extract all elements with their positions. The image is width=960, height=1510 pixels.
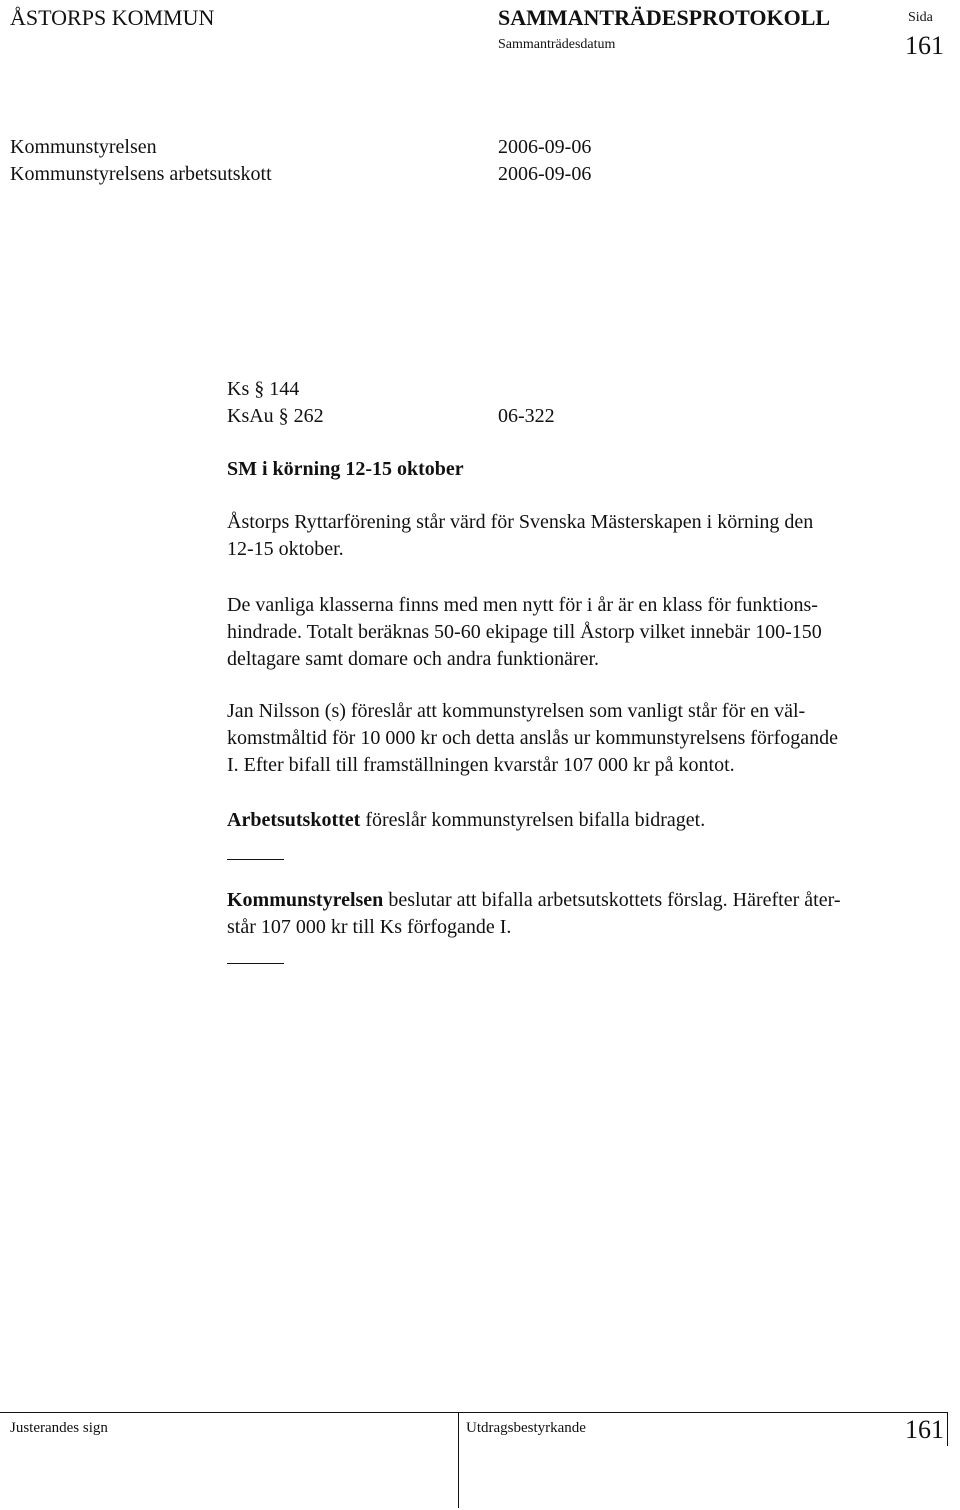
meeting-date-label: Sammanträdesdatum bbox=[498, 37, 616, 52]
body-name-kommunstyrelsen: Kommunstyrelsen bbox=[10, 136, 157, 158]
paragraph-classes bbox=[227, 592, 942, 673]
footer-top-rule bbox=[0, 1412, 948, 1413]
utdragsbestyrkande-label: Utdragsbestyrkande bbox=[466, 1420, 586, 1436]
ks-decision-text: beslutar att bifalla arbetsutskottets förslag. Härefter åter- bbox=[383, 889, 841, 911]
municipality-name: ÅSTORPS KOMMUN bbox=[10, 5, 215, 30]
ks-number: 144 bbox=[269, 378, 300, 400]
body-date-kommunstyrelsen: 2006-09-06 bbox=[498, 136, 592, 158]
paragraph-line: deltagare samt domare och andra funktionärer. bbox=[227, 648, 600, 670]
paragraph-intro bbox=[227, 509, 942, 563]
document-type: SAMMANTRÄDESPROTOKOLL bbox=[498, 5, 831, 30]
page-label: Sida bbox=[908, 10, 933, 25]
paragraph-line bbox=[227, 807, 942, 834]
ks-label-bold: Kommunstyrelsen bbox=[227, 889, 384, 911]
page-number: 161 bbox=[905, 31, 944, 60]
case-title: SM i körning 12-15 oktober bbox=[227, 458, 464, 480]
body-name-arbetsutskott: Kommunstyrelsens arbetsutskott bbox=[10, 163, 272, 185]
paragraph-line: står 107 000 kr till Ks förfogande I. bbox=[227, 916, 512, 938]
au-text: föreslår kommunstyrelsen bifalla bidraget. bbox=[360, 809, 706, 831]
paragraph-proposal bbox=[227, 698, 942, 779]
ksau-label: KsAu bbox=[227, 405, 274, 427]
footer-page-number: 161 bbox=[905, 1415, 944, 1444]
paragraph-line: I. Efter bifall till framställningen kvarstår 107 000 kr på kontot. bbox=[227, 754, 735, 776]
paragraph-au-decision bbox=[227, 807, 942, 834]
paragraph-line: Åstorps Ryttarförening står värd för Svenska Mästerskapen i körning den bbox=[227, 511, 814, 533]
diary-number: 06-322 bbox=[498, 405, 555, 427]
footer-divider bbox=[458, 1412, 459, 1508]
ksau-reference bbox=[227, 406, 324, 426]
footer-right-edge bbox=[947, 1412, 948, 1446]
paragraph-line: De vanliga klasserna finns med men nytt för i år är en klass för funktions- bbox=[227, 594, 818, 616]
paragraph-line bbox=[227, 887, 942, 914]
ksau-number: 262 bbox=[293, 405, 324, 427]
separator-line bbox=[227, 859, 284, 860]
section-symbol: § bbox=[254, 378, 265, 400]
ks-label: Ks bbox=[227, 378, 250, 400]
paragraph-line: hindrade. Totalt beräknas 50-60 ekipage till Åstorp vilket innebär 100-150 bbox=[227, 621, 822, 643]
justerandes-sign-label: Justerandes sign bbox=[10, 1420, 108, 1436]
au-label: Arbetsutskottet bbox=[227, 809, 361, 831]
ks-reference bbox=[227, 379, 299, 399]
separator-line bbox=[227, 963, 284, 964]
paragraph-line: 12-15 oktober. bbox=[227, 538, 344, 560]
body-date-arbetsutskott: 2006-09-06 bbox=[498, 163, 592, 185]
section-symbol: § bbox=[278, 405, 289, 427]
paragraph-line: komstmåltid för 10 000 kr och detta anslås ur kommunstyrelsens förfogande bbox=[227, 727, 838, 749]
paragraph-ks-decision bbox=[227, 887, 942, 941]
paragraph-line: Jan Nilsson (s) föreslår att kommunstyrelsen som vanligt står för en väl- bbox=[227, 700, 806, 722]
